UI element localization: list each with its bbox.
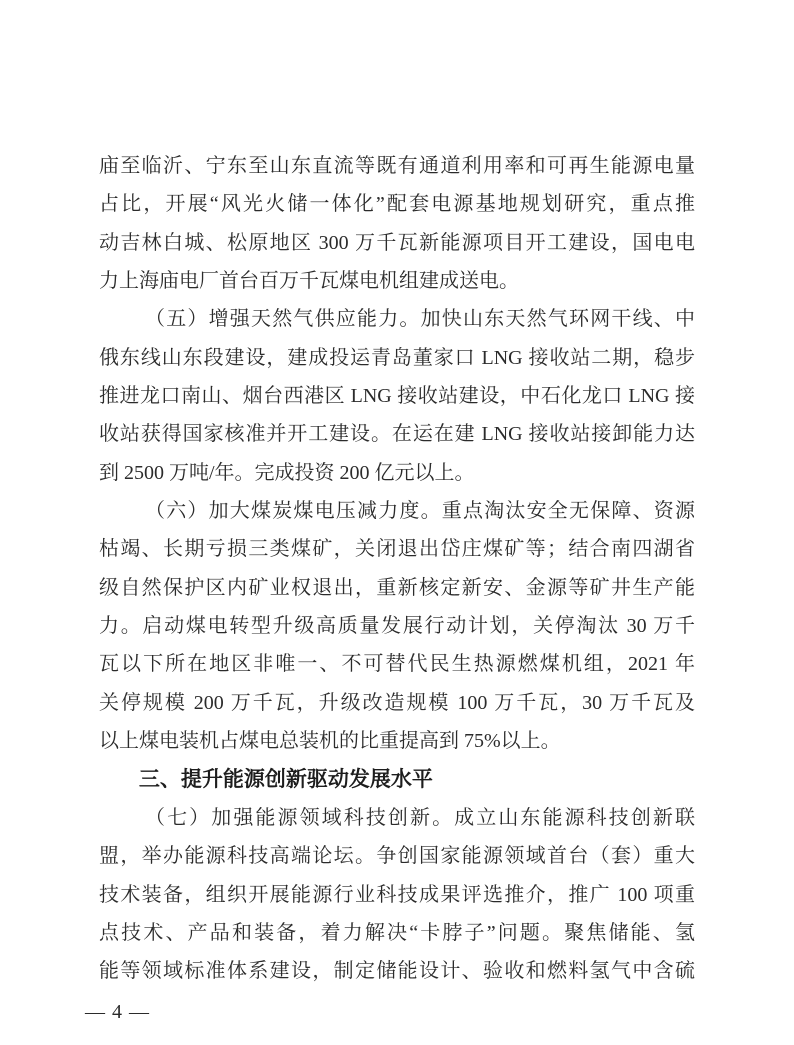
text-line: 关停规模 200 万千瓦，升级改造规模 100 万千瓦，30 万千瓦及 [99,691,695,714]
paragraph-item-7 [99,799,695,991]
text-line: 三、提升能源创新驱动发展水平 [138,767,433,791]
text-line: 动吉林白城、松原地区 300 万千瓦新能源项目开工建设，国电电 [99,231,695,254]
text-line: 级自然保护区内矿业权退出，重新核定新安、金源等矿井生产能 [99,576,695,599]
text-line: （五）增强天然气供应能力。加快山东天然气环网干线、中 [145,308,695,331]
text-line: 以上煤电装机占煤电总装机的比重提高到 75%以上。 [99,730,561,753]
text-line: 盟，举办能源科技高端论坛。争创国家能源领域首台（套）重大 [99,845,695,868]
text-line: 能等领域标准体系建设，制定储能设计、验收和燃料氢气中含硫 [99,960,695,983]
text-line: 收站获得国家核准并开工建设。在运在建 LNG 接收站接卸能力达 [99,423,695,446]
text-line: 力上海庙电厂首台百万千瓦煤电机组建成送电。 [99,270,519,293]
text-line: （七）加强能源领域科技创新。成立山东能源科技创新联 [145,806,695,829]
paragraph-item-6 [99,492,695,760]
text-line: 点技术、产品和装备，着力解决“卡脖子”问题。聚焦储能、氢 [99,921,695,944]
text-line: 力。启动煤电转型升级高质量发展行动计划，关停淘汰 30 万千 [99,615,695,638]
text-line: 推进龙口南山、烟台西港区 LNG 接收站建设，中石化龙口 LNG 接 [99,385,695,408]
text-line: 庙至临沂、宁东至山东直流等既有通道利用率和可再生能源电量 [99,155,695,177]
text-line: 占比，开展“风光火储一体化”配套电源基地规划研究，重点推 [99,193,695,216]
page-number: — 4 — [85,1001,150,1023]
paragraph-item-5 [99,300,695,492]
document-body [99,147,695,991]
text-line: （六）加大煤炭煤电压减力度。重点淘汰安全无保障、资源 [145,500,695,523]
text-line: 俄东线山东段建设，建成投运青岛董家口 LNG 接收站二期，稳步 [99,346,695,369]
text-line: 到 2500 万吨/年。完成投资 200 亿元以上。 [99,461,475,484]
paragraph-continuation [99,147,695,300]
text-line: 瓦以下所在地区非唯一、不可替代民生热源燃煤机组，2021 年 [99,653,695,676]
section-heading-3 [99,761,695,799]
text-line: 枯竭、长期亏损三类煤矿，关闭退出岱庄煤矿等；结合南四湖省 [99,538,695,561]
text-line: 技术装备，组织开展能源行业科技成果评选推介，推广 100 项重 [99,883,695,906]
